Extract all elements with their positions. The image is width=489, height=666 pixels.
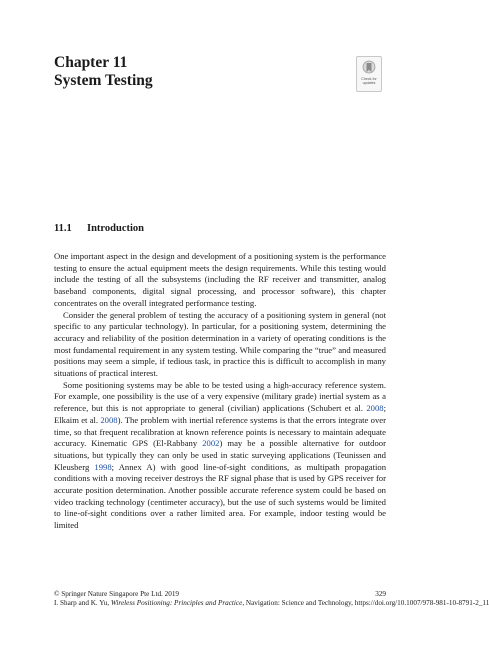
body-text — [54, 251, 386, 532]
citation-info: I. Sharp and K. Yu, Wireless Positioning: Principles and Practice, Navigation: Science and Technology, https://doi.org/10.1007/978-981-10-8791-2_11 — [54, 599, 489, 608]
chapter-label: Chapter 11 — [54, 54, 128, 71]
chapter-title: System Testing — [54, 72, 153, 89]
badge-line2: updates — [362, 81, 376, 85]
citation-link[interactable]: 2008 — [100, 414, 118, 425]
citation-link[interactable]: 1998 — [94, 461, 112, 472]
section-heading — [54, 223, 144, 235]
book-title: Wireless Positioning: Principles and Practice — [110, 599, 243, 608]
section-title: Introduction — [87, 223, 144, 234]
bookmark-icon — [362, 60, 376, 76]
citation-link[interactable]: 2008 — [366, 403, 384, 414]
paragraph-3: Some positioning systems may be able to be tested using a high-accuracy reference system. For example, one possibility is the use of a very expensive (military grade) inertial system as a reference, but this is not appropriate to general (civilian) applications (Schubert et al. 2008; Elkaim et al. 2008). The problem with inertial reference systems is that the errors integrate over time, so that frequent recalibration at known reference points is necessary to maintain adequate accuracy. Kinematic GPS (El-Rabbany 2002) may be a possible alternative for outdoor situations, but typically they can only be used in static surveying applications (Teunissen and Kleusberg 1998; Annex A) with good line-of-sight conditions, as multipath propagation conditions with a moving receiver destroys the RF signal phase that is used by GPS receiver for accurate position determination. Another possible accurate reference system could be based on video tracking technology (centimeter accuracy), but the use of such systems would be limited to line-of-sight conditions over a rather limited area. For example, indoor testing would be limited — [54, 379, 387, 531]
citation-link[interactable]: 2002 — [202, 438, 220, 449]
section-number: 11.1 — [54, 223, 72, 234]
check-for-updates-badge[interactable] — [356, 56, 382, 92]
page-number: 329 — [375, 590, 386, 598]
paragraph-1: One important aspect in the design and development of a positioning system is the performance testing to ensure the actual equipment meets the design requirements. While this testing would include the testing of all the subsystems (including the RF receiver and transmitter, analog baseband components, digital signal processing, and processor software), this chapter concentrates on the overall integrated performance testing. — [54, 251, 386, 308]
paragraph-2: Consider the general problem of testing the accuracy of a positioning system in general (not specific to any particular technology). In particular, for a positioning system, determining the accuracy and reliability of the position determination in a variety of operating conditions is the most fundamental requirement in any system testing. While comparing the “true” and measured positions may seem a simple, if tedious task, in practice this is difficult to accomplish in many situations of practical interest. — [54, 309, 386, 379]
page-footer — [54, 590, 489, 609]
copyright-line: © Springer Nature Singapore Pte Ltd. 2019 — [54, 590, 180, 598]
badge-line1: Check for — [361, 77, 377, 81]
